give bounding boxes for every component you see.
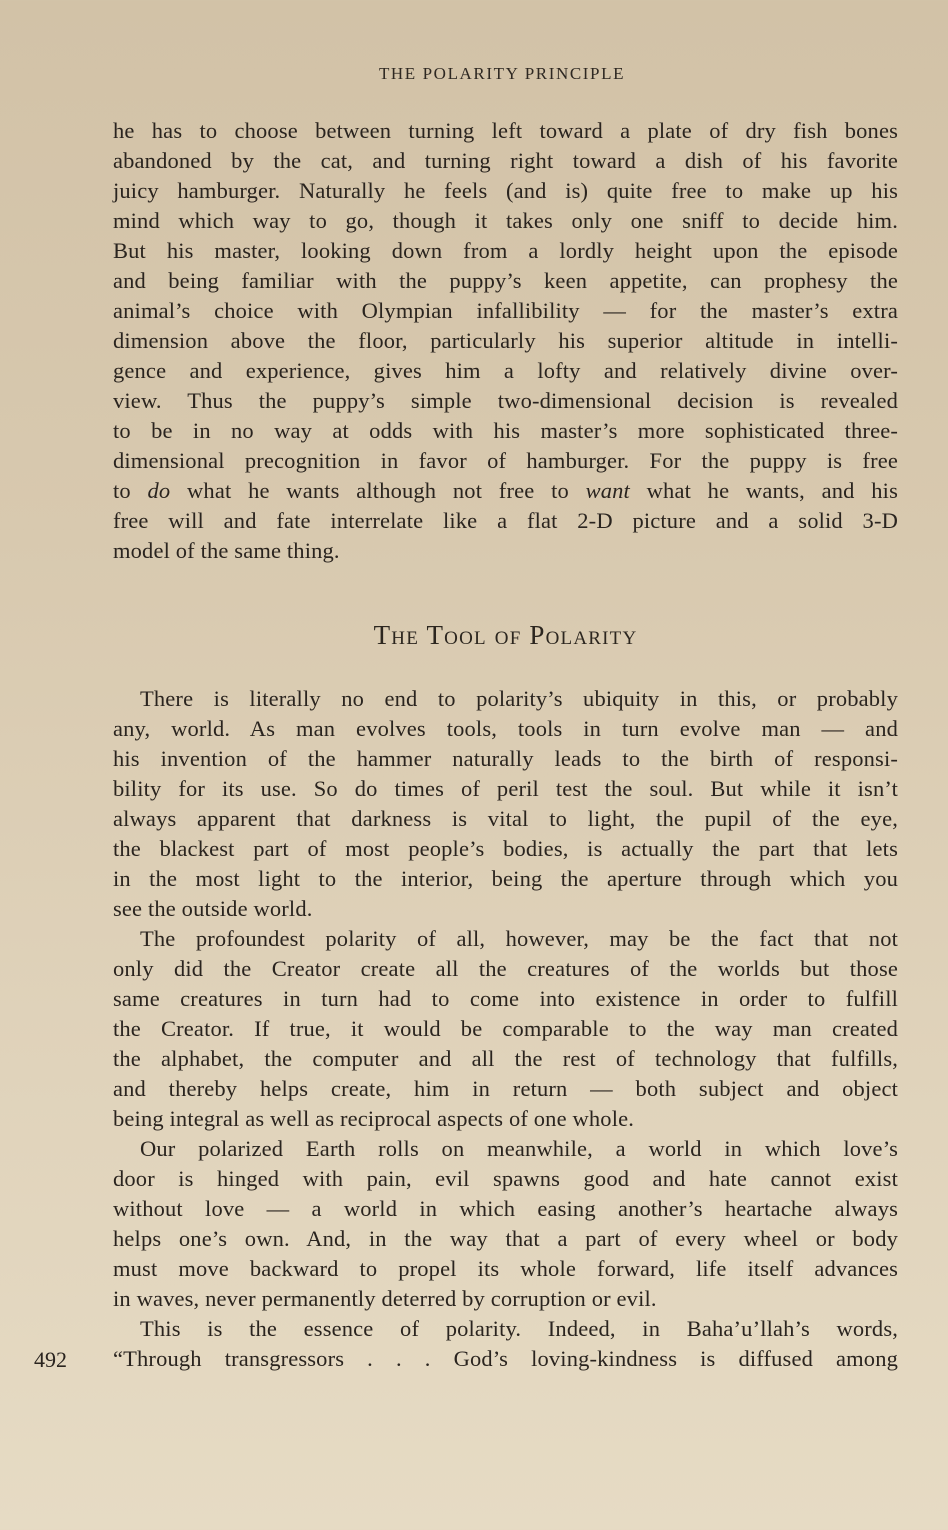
text-line: any, world. As man evolves tools, tools in turn evolve man — and (113, 716, 898, 741)
text-line: must move backward to propel its whole forward, life itself advances (113, 1256, 898, 1281)
text-line: in the most light to the interior, being the aperture through which you (113, 866, 898, 891)
text-line: he has to choose between turning left toward a plate of dry fish bones (113, 118, 898, 143)
text-line: the alphabet, the computer and all the rest of technology that fulfills, (113, 1046, 898, 1071)
text-line: mind which way to go, though it takes only one sniff to decide him. (113, 208, 898, 233)
paragraph-4 (113, 1314, 898, 1374)
text-line: always apparent that darkness is vital to light, the pupil of the eye, (113, 806, 898, 831)
text-line: see the outside world. (113, 896, 313, 921)
text-line: free will and fate interrelate like a flat 2-D picture and a solid 3-D (113, 508, 898, 533)
text-line: Our polarized Earth rolls on meanwhile, a world in which love’s (140, 1136, 898, 1161)
text-line: to be in no way at odds with his master’s more sophisticated three- (113, 418, 898, 443)
section-heading: The Tool of Polarity (373, 620, 638, 650)
text-line: bility for its use. So do times of peril test the soul. But while it isn’t (113, 776, 898, 801)
text-line: This is the essence of polarity. Indeed, in Baha’u’llah’s words, (140, 1316, 898, 1341)
page-number: 492 (34, 1347, 67, 1372)
text-line: helps one’s own. And, in the way that a part of every wheel or body (113, 1226, 898, 1251)
section-body (113, 684, 898, 1374)
text-line: There is literally no end to polarity’s ubiquity in this, or probably (140, 686, 898, 711)
text-line: dimension above the floor, particularly his superior altitude in intelli- (113, 328, 898, 353)
text-line: being integral as well as reciprocal aspects of one whole. (113, 1106, 635, 1131)
text-line: door is hinged with pain, evil spawns good and hate cannot exist (113, 1166, 898, 1191)
text-line: juicy hamburger. Naturally he feels (and is) quite free to make up his (113, 178, 898, 203)
italic-do: do (147, 478, 171, 503)
paragraph-2 (113, 924, 898, 1134)
text-line: and thereby helps create, him in return — both subject and object (113, 1076, 898, 1101)
text-line: gence and experience, gives him a lofty and relatively divine over- (113, 358, 898, 383)
text-line: same creatures in turn had to come into existence in order to fulfill (113, 986, 898, 1011)
text-line: in waves, never permanently deterred by corruption or evil. (113, 1286, 657, 1311)
text-line: model of the same thing. (113, 538, 340, 563)
text-line: But his master, looking down from a lordly height upon the episode (113, 238, 898, 263)
text-line: view. Thus the puppy’s simple two-dimensional decision is revealed (113, 388, 898, 413)
text-line-with-italics (113, 476, 898, 506)
text-line: the Creator. If true, it would be comparable to the way man created (113, 1016, 898, 1041)
text-fragment: what he wants, and his (629, 478, 898, 503)
text-line: dimensional precognition in favor of hamburger. For the puppy is free (113, 448, 898, 473)
continued-paragraph (113, 116, 898, 566)
text-fragment: what he wants although not free to (170, 478, 586, 503)
paragraph-1 (113, 684, 898, 924)
text-line: The profoundest polarity of all, however, may be the fact that not (140, 926, 898, 951)
text-line: animal’s choice with Olympian infallibility — for the master’s extra (113, 298, 898, 323)
text-line: “Through transgressors . . . God’s loving-kindness is diffused among (113, 1346, 898, 1371)
paragraph-3 (113, 1134, 898, 1314)
text-line: only did the Creator create all the creatures of the worlds but those (113, 956, 898, 981)
text-fragment: to (113, 478, 148, 503)
text-line: the blackest part of most people’s bodies, is actually the part that lets (113, 836, 898, 861)
text-line: without love — a world in which easing another’s heartache always (113, 1196, 898, 1221)
italic-want: want (585, 478, 630, 503)
text-line: and being familiar with the puppy’s keen appetite, can prophesy the (113, 268, 898, 293)
text-line: his invention of the hammer naturally leads to the birth of responsi- (113, 746, 898, 771)
text-line: abandoned by the cat, and turning right toward a dish of his favorite (113, 148, 898, 173)
running-head: THE POLARITY PRINCIPLE (378, 64, 626, 83)
